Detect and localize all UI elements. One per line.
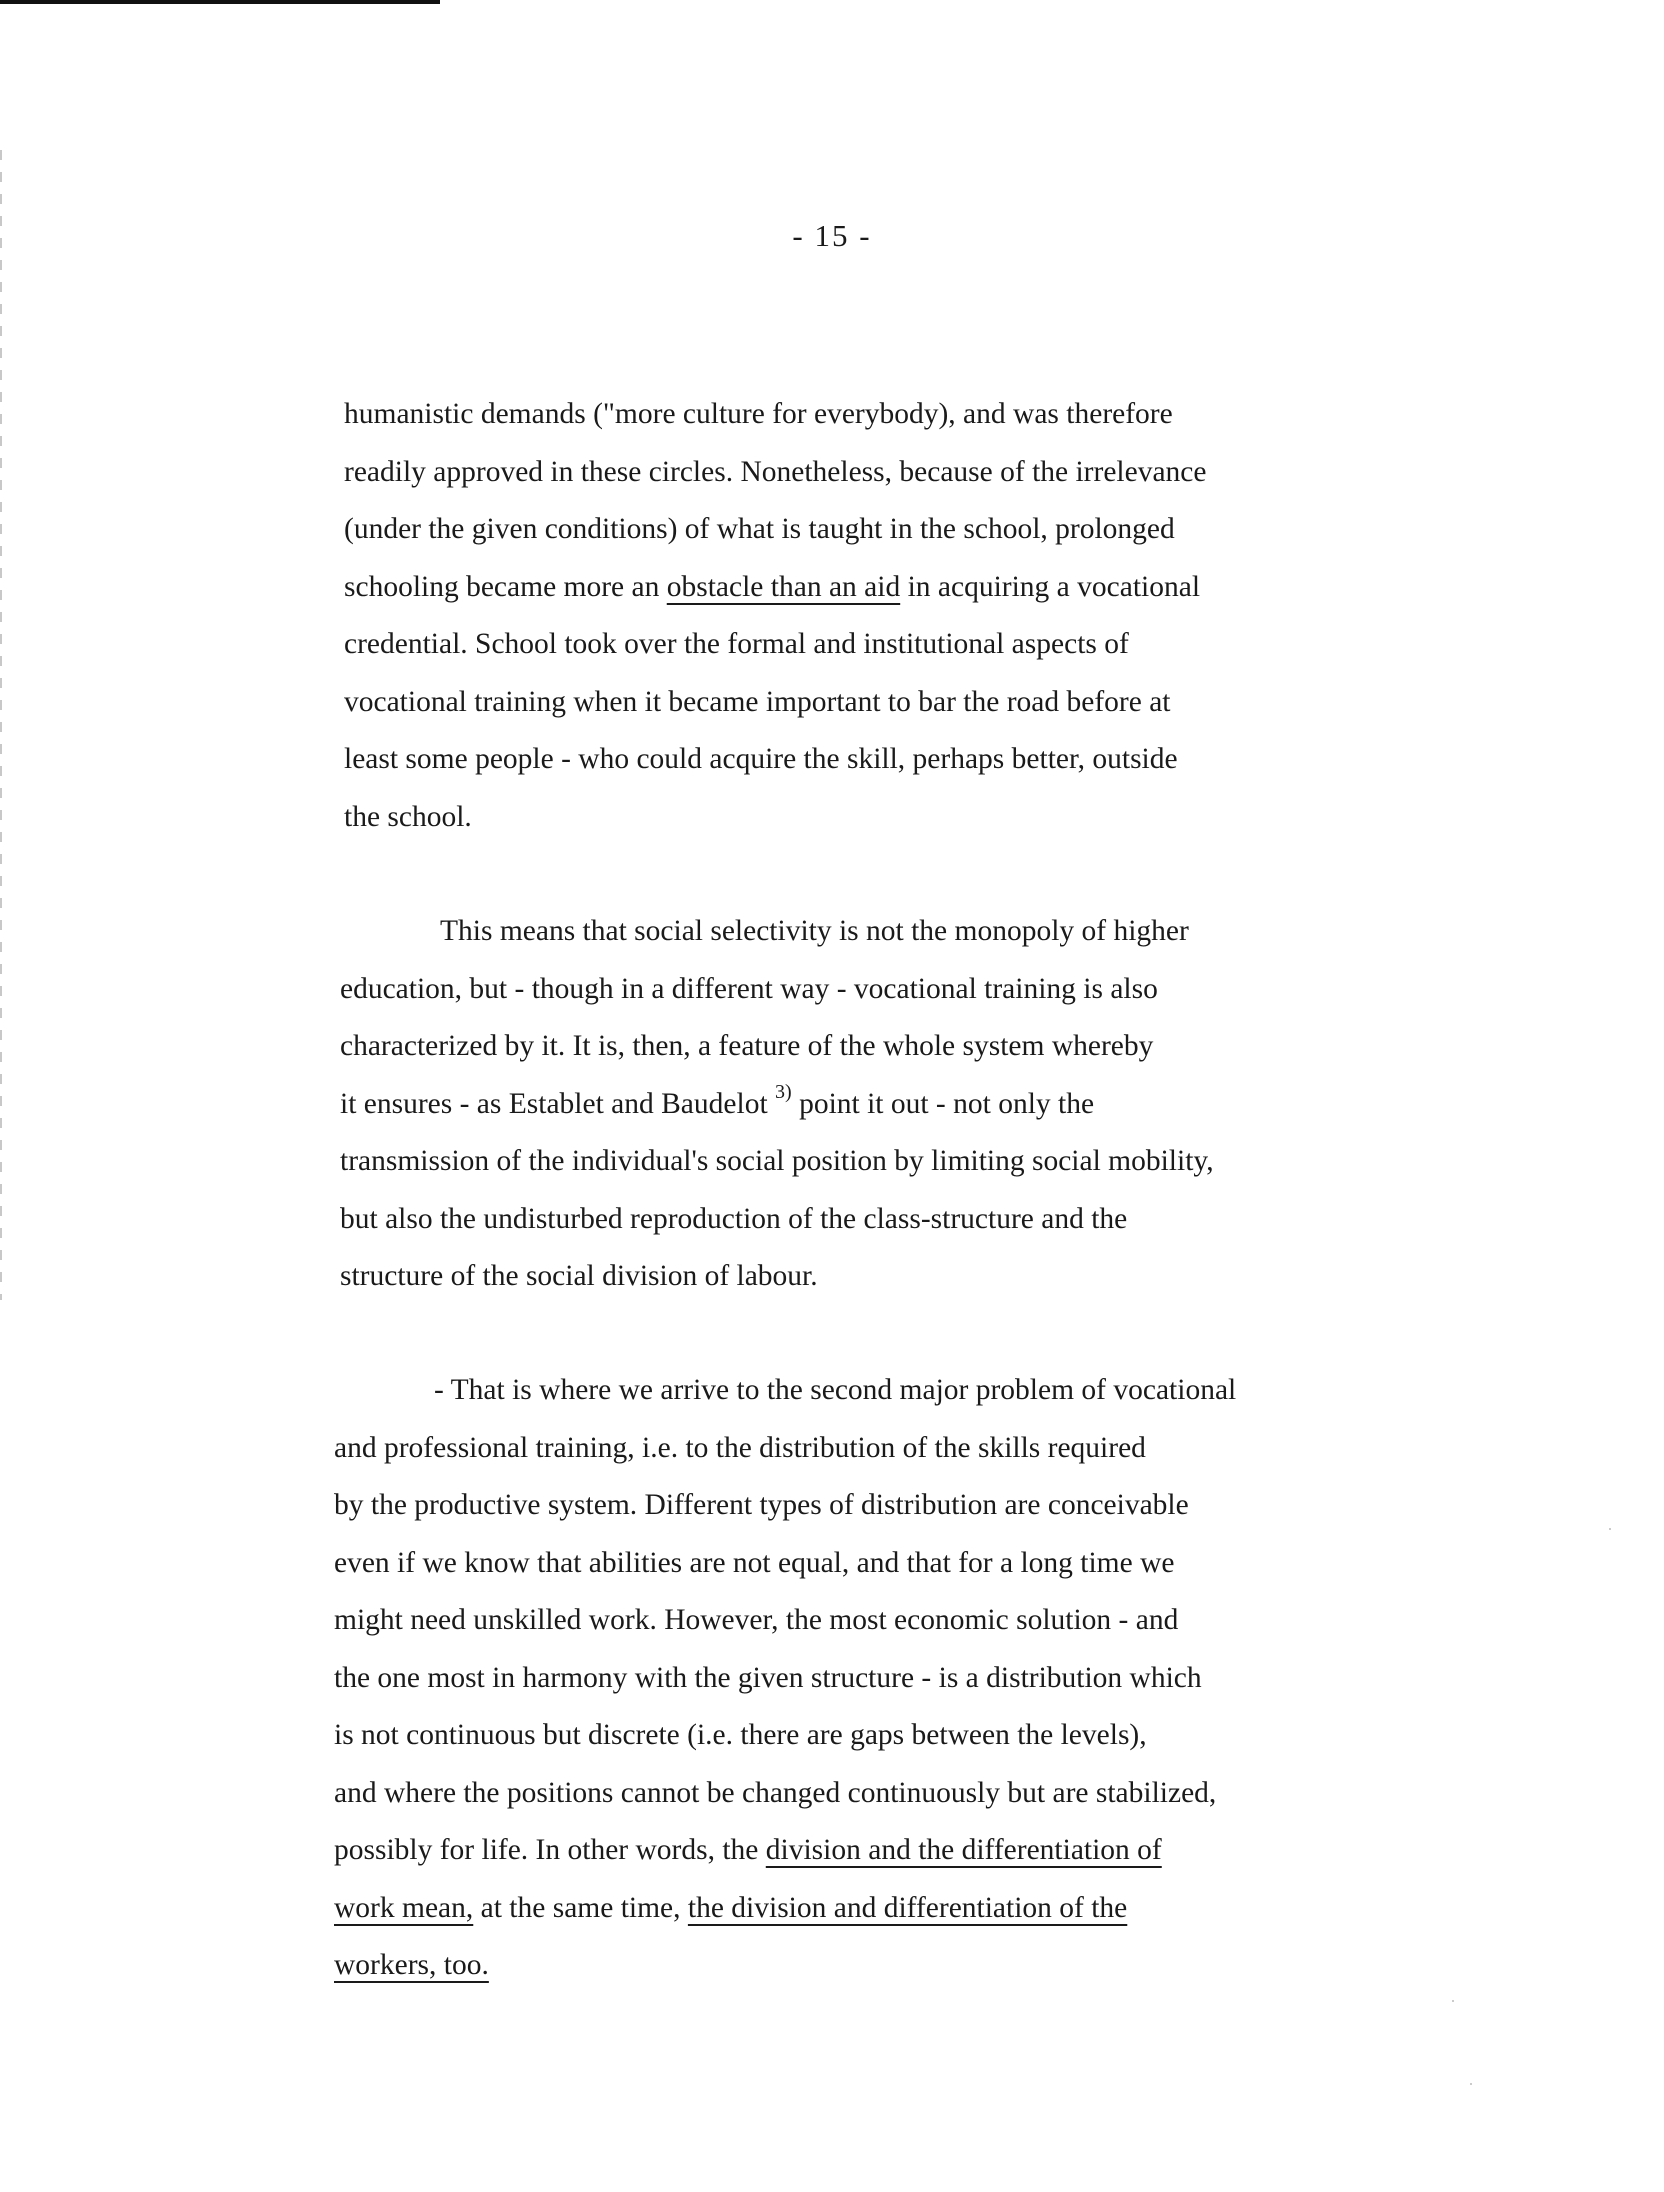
paragraph-2-line-5: transmission of the individual's social position by limiting social mobility,	[340, 1145, 1214, 1177]
line-text: in acquiring a vocational	[900, 570, 1201, 603]
footnote-ref: 3)	[775, 1080, 792, 1103]
paragraph-2-line-2: education, but - though in a different way - vocational training is also	[340, 972, 1158, 1005]
underlined-phrase-division-workers: the division and differentiation of the	[687, 1891, 1128, 1924]
paragraph-1	[344, 386, 1207, 846]
line-text: it ensures - as Establet and Baudelot	[340, 1087, 776, 1120]
paragraph-1-line-8: the school.	[344, 800, 472, 833]
page-number: - 15 -	[792, 218, 872, 253]
scan-speck	[1452, 2000, 1454, 2002]
paragraph-1-line-7: least some people - who could acquire the skill, perhaps better, outside	[344, 743, 1178, 775]
paragraph-1-line-1: humanistic demands ("more culture for everybody), and was therefore	[344, 398, 1173, 430]
paragraph-3-line-3: by the productive system. Different types of distribution are conceivable	[334, 1489, 1189, 1521]
paragraph-2	[340, 903, 1214, 1306]
paragraph-1-line-5: credential. School took over the formal and institutional aspects of	[344, 628, 1129, 660]
paragraph-3-line-10	[334, 1880, 1236, 1938]
scan-speck	[1470, 2083, 1472, 2085]
paragraph-1-line-6: vocational training when it became important to bar the road before at	[344, 685, 1171, 718]
line-text: schooling became more an	[344, 570, 667, 603]
scan-top-rule	[0, 0, 440, 4]
paragraph-2-line-1: This means that social selectivity is not the monopoly of higher	[440, 915, 1189, 947]
underlined-phrase-obstacle: obstacle than an aid	[666, 570, 901, 603]
underlined-phrase-workers-too: workers, too.	[334, 1949, 489, 1981]
paragraph-3-line-7: is not continuous but discrete (i.e. there are gaps between the levels),	[334, 1719, 1147, 1751]
paragraph-3-line-1: - That is where we arrive to the second major problem of vocational	[434, 1374, 1237, 1406]
paragraph-3-line-2: and professional training, i.e. to the distribution of the skills required	[334, 1431, 1146, 1464]
scan-speck	[1609, 1528, 1611, 1530]
line-text: point it out - not only the	[791, 1087, 1095, 1120]
paragraph-1-line-4	[344, 559, 1207, 617]
line-text: at the same time,	[473, 1891, 688, 1924]
paragraph-3-line-8: and where the positions cannot be changed continuously but are stabilized,	[334, 1776, 1217, 1809]
paragraph-2-line-3: characterized by it. It is, then, a feature of the whole system whereby	[340, 1030, 1154, 1062]
line-text: possibly for life. In other words, the	[334, 1834, 766, 1866]
paragraph-2-line-6: but also the undisturbed reproduction of the class-structure and the	[340, 1202, 1128, 1235]
underlined-phrase-division-work: division and the differentiation of	[765, 1834, 1162, 1866]
paragraph-1-line-2: readily approved in these circles. Nonetheless, because of the irrelevance	[344, 455, 1207, 488]
paragraph-3-line-11	[334, 1937, 1236, 1995]
paragraph-2-line-7: structure of the social division of labour.	[340, 1260, 818, 1292]
scan-left-edge	[0, 150, 2, 1300]
paragraph-3-line-6: the one most in harmony with the given structure - is a distribution which	[334, 1661, 1202, 1694]
paragraph-3	[334, 1362, 1236, 1995]
underlined-phrase-work-mean: work mean,	[334, 1891, 474, 1924]
paragraph-2-line-4	[340, 1076, 1214, 1134]
paragraph-1-line-3: (under the given conditions) of what is taught in the school, prolonged	[344, 513, 1175, 545]
paragraph-3-line-5: might need unskilled work. However, the most economic solution - and	[334, 1604, 1179, 1636]
paragraph-3-line-4: even if we know that abilities are not equal, and that for a long time we	[334, 1546, 1175, 1579]
paragraph-3-line-9	[334, 1822, 1236, 1880]
